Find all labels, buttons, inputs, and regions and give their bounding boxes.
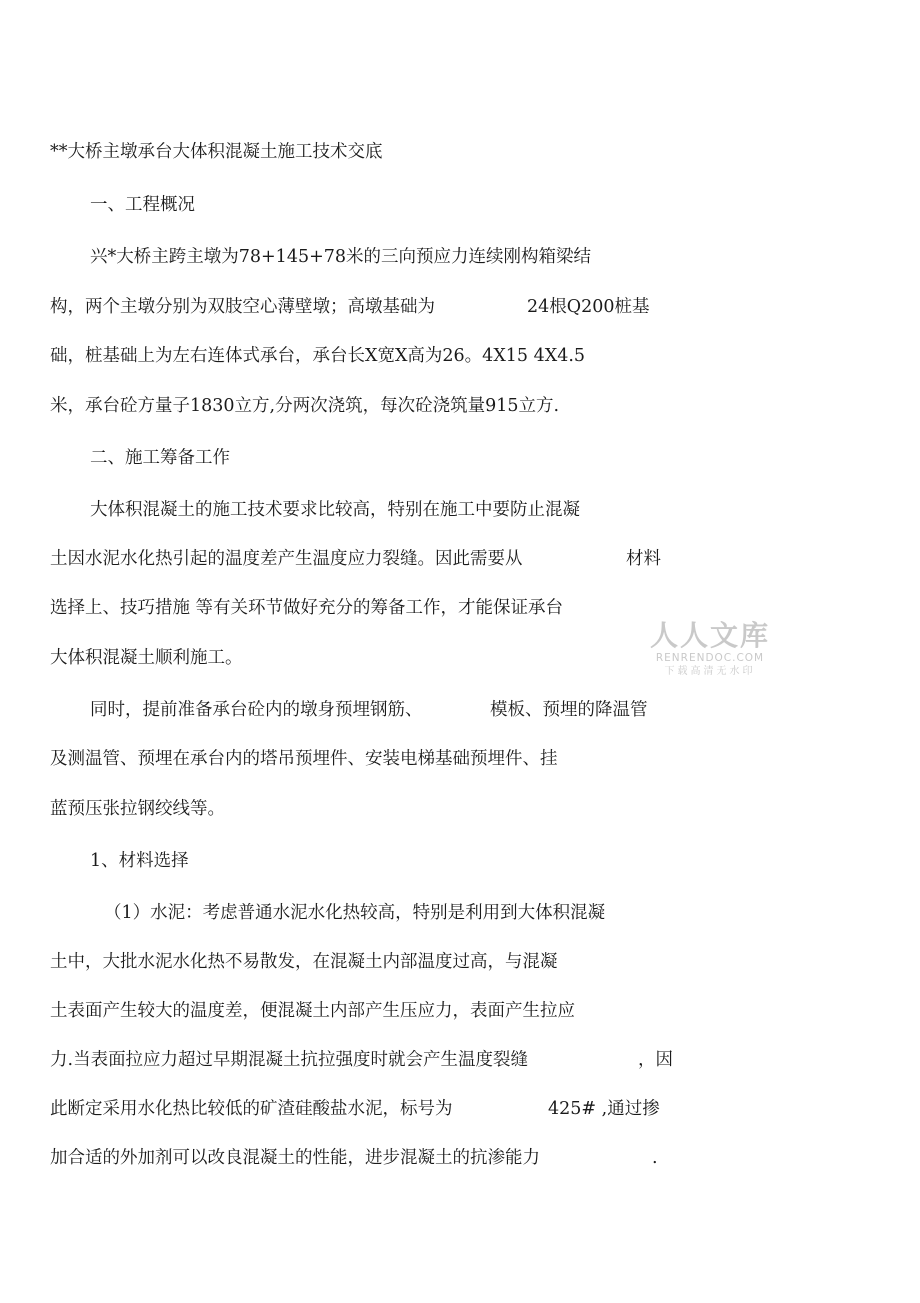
paragraph-line: . bbox=[652, 1148, 658, 1168]
watermark-subtitle: 下载高清无水印 bbox=[664, 666, 756, 677]
paragraph-line: 力.当表面拉应力超过早期混凝土抗拉强度时就会产生温度裂缝 bbox=[50, 1050, 529, 1070]
paragraph-line: 蓝预压张拉钢绞线等。 bbox=[50, 799, 225, 819]
paragraph-line: 土中，大批水泥水化热不易散发，在混凝土内部温度过高，与混凝 bbox=[50, 952, 558, 972]
paragraph-line: 土因水泥水化热引起的温度差产生温度应力裂缝。因此需要从 bbox=[50, 549, 523, 569]
watermark-title: 人人文库 bbox=[649, 619, 770, 652]
paragraph-line: 选择上、技巧措施 等有关环节做好充分的筹备工作，才能保证承台 bbox=[50, 598, 564, 618]
paragraph-line: 兴*大桥主跨主墩为78+145+78米的三向预应力连续刚构箱梁结 bbox=[90, 247, 592, 267]
paragraph-line: 425# ,通过掺 bbox=[548, 1099, 660, 1119]
paragraph-line: 构，两个主墩分别为双肢空心薄壁墩；高墩基础为 bbox=[50, 297, 435, 317]
watermark-domain: RENRENDOC.COM bbox=[655, 652, 765, 664]
paragraph-line: 此断定采用水化热比较低的矿渣硅酸盐水泥，标号为 bbox=[50, 1099, 453, 1119]
paragraph-line: 材料 bbox=[626, 549, 661, 569]
section-heading: 二、施工筹备工作 bbox=[90, 448, 230, 468]
document-title: **大桥主墩承台大体积混凝土施工技术交底 bbox=[50, 142, 383, 162]
paragraph-line: 及测温管、预埋在承台内的塔吊预埋件、安装电梯基础预埋件、挂 bbox=[50, 749, 558, 769]
paragraph-line: （1）水泥：考虑普通水泥水化热较高，特别是利用到大体积混凝 bbox=[104, 903, 606, 923]
paragraph-line: 土表面产生较大的温度差，便混凝土内部产生压应力，表面产生拉应 bbox=[50, 1001, 575, 1021]
paragraph-line: 大体积混凝土的施工技术要求比较高，特别在施工中要防止混凝 bbox=[90, 500, 580, 520]
paragraph-line: 模板、预埋的降温管 bbox=[490, 700, 648, 720]
paragraph-line: ，因 bbox=[638, 1050, 673, 1070]
paragraph-line: 24根Q200桩基 bbox=[527, 297, 650, 317]
paragraph-line: 加合适的外加剂可以改良混凝土的性能，进步混凝土的抗渗能力 bbox=[50, 1148, 540, 1168]
watermark-logo bbox=[645, 620, 775, 678]
subsection-heading: 1、材料选择 bbox=[90, 851, 189, 871]
paragraph-line: 大体积混凝土顺利施工。 bbox=[50, 648, 243, 668]
section-heading: 一、工程概况 bbox=[90, 195, 195, 215]
paragraph-line: 同时，提前准备承台砼内的墩身预埋钢筋、 bbox=[90, 700, 423, 720]
paragraph-line: 米，承台砼方量子1830立方,分两次浇筑，每次砼浇筑量915立方. bbox=[50, 396, 560, 416]
paragraph-line: 础，桩基础上为左右连体式承台，承台长X宽X高为26。4X15 4X4.5 bbox=[50, 346, 586, 366]
